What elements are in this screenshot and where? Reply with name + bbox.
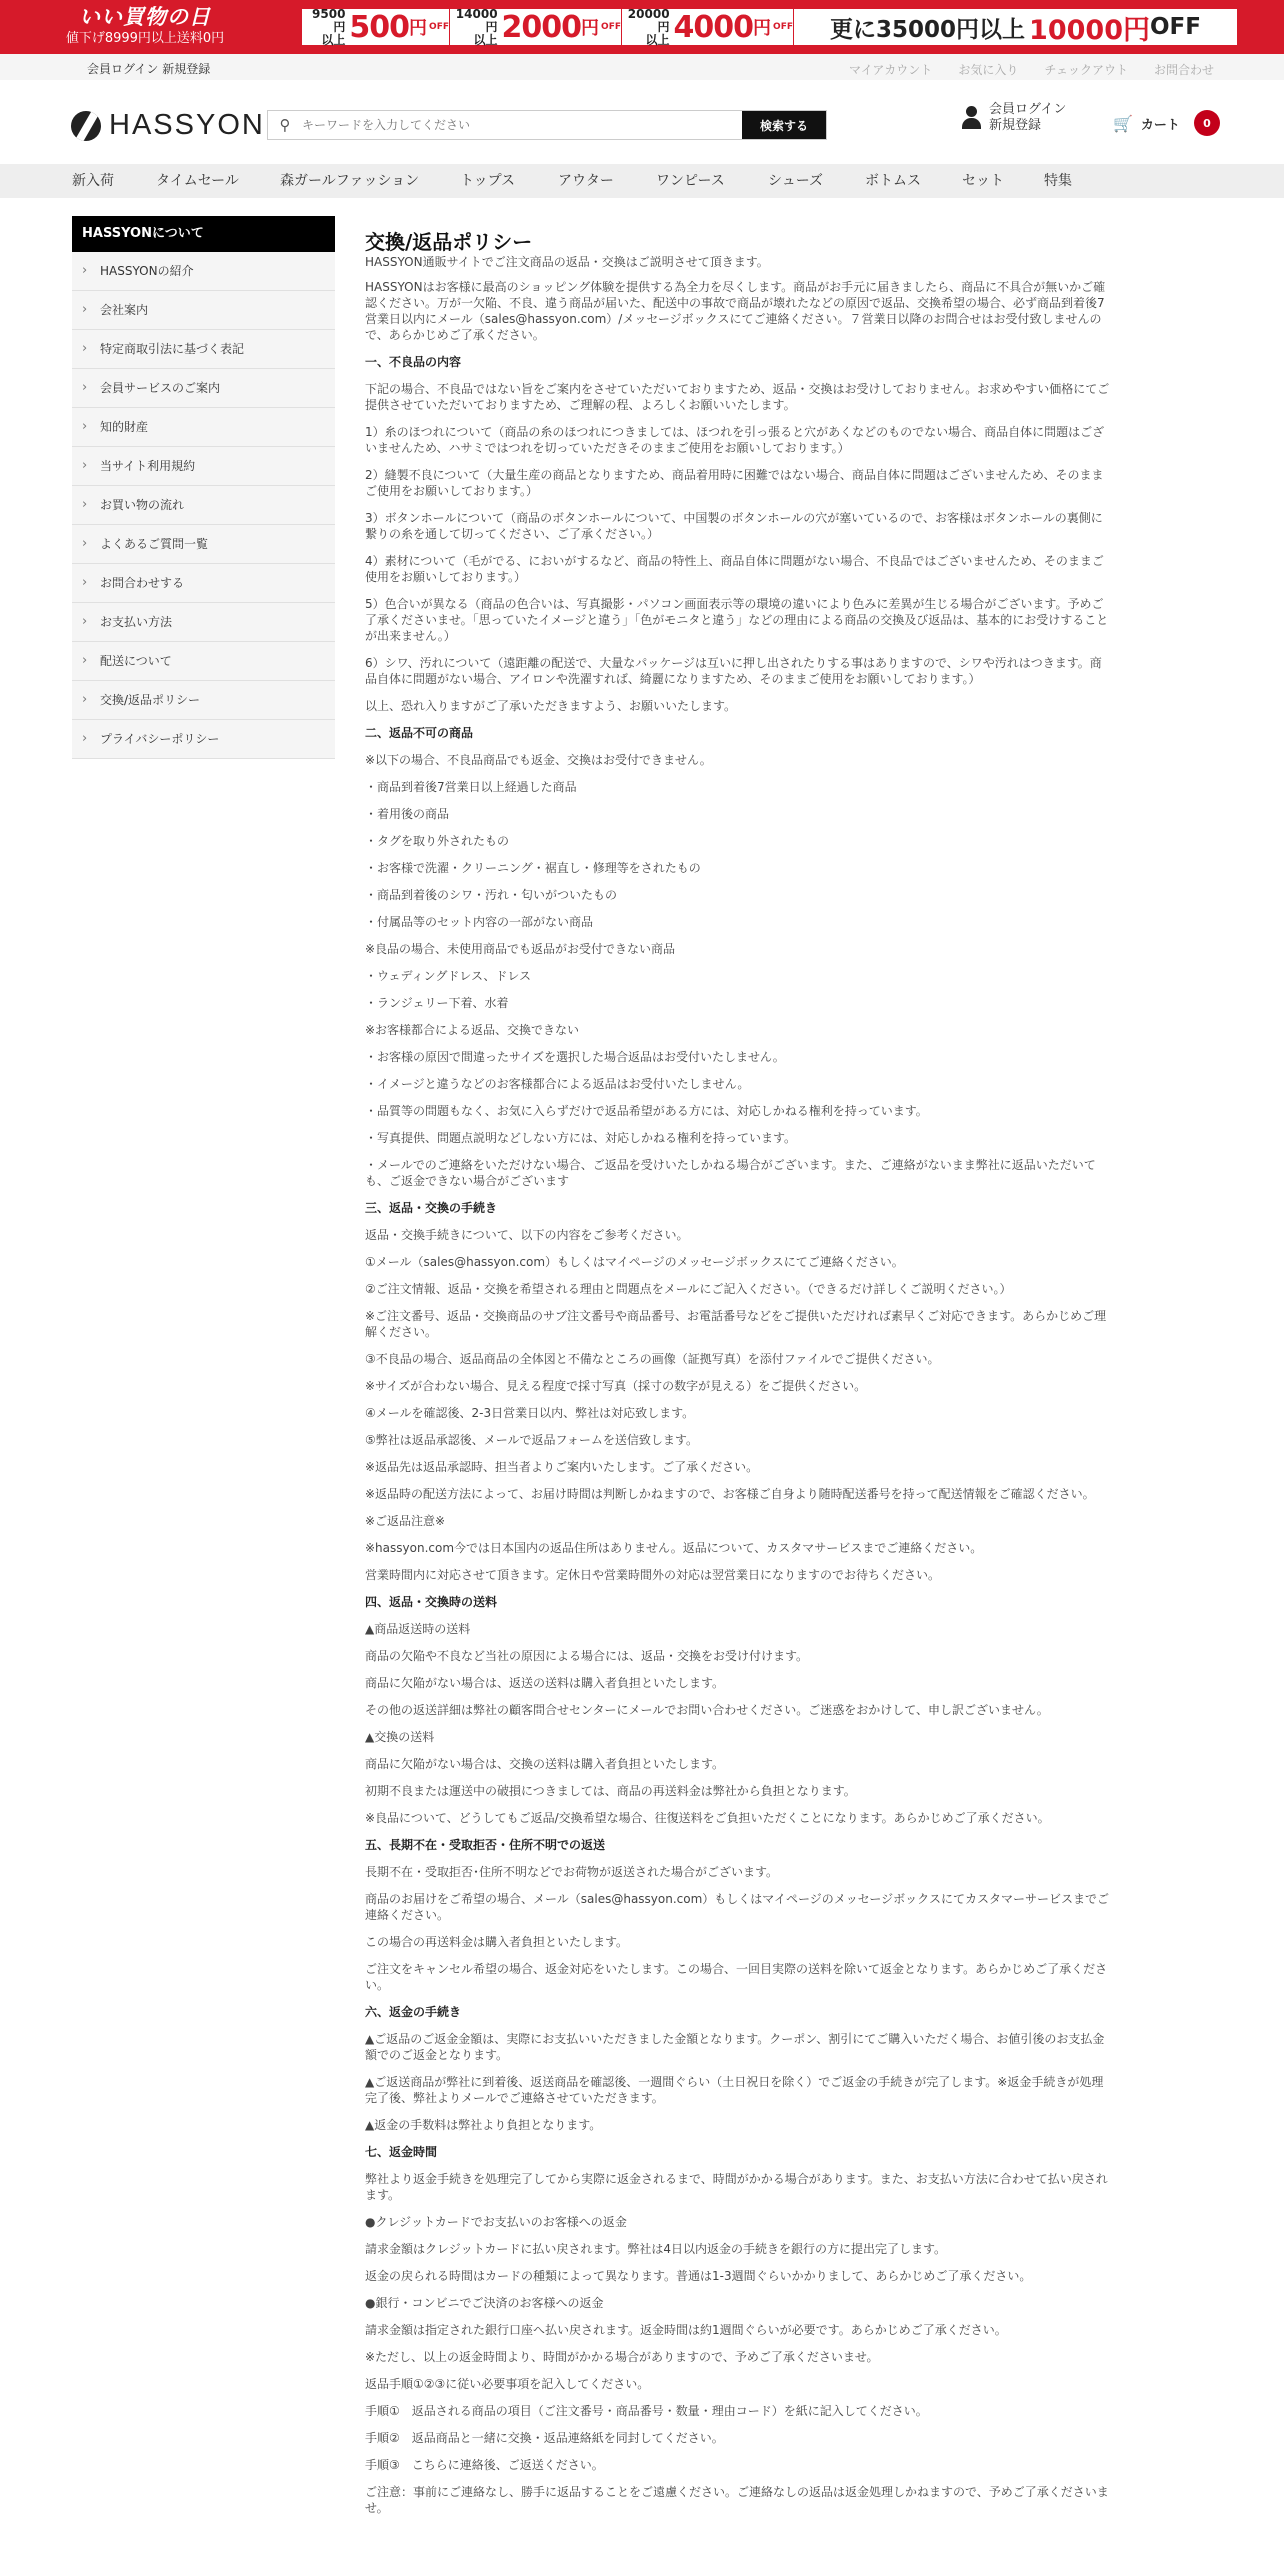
sidebar-item-terms[interactable]: › 当サイト利用規約 [72, 447, 335, 486]
tier-amount: 4000 [673, 9, 754, 45]
policy-paragraph: ●クレジットカードでお支払いのお客様への返金 [365, 2215, 627, 2229]
sidebar-item-faq[interactable]: › よくあるご質問一覧 [72, 525, 335, 564]
policy-paragraph: 商品のお届けをご希望の場合、メール（sales@hassyon.com）もしくはマイページのメッセージボックスにてカスタマーサービスまでご連絡ください。 [365, 1892, 1109, 1922]
sidebar-item-about[interactable]: › HASSYONの紹介 [72, 252, 335, 291]
policy-paragraph: ※hassyon.com今では日本国内の返品住所はありません。返品について、カスタマサービスまでご連絡ください。 [365, 1541, 983, 1555]
policy-paragraph: ▲商品返送時の送料 [365, 1622, 471, 1636]
policy-content [365, 216, 1110, 2527]
section-heading: 四、返品・交換時の送料 [365, 1595, 498, 1609]
promo-subline: 値下げ8999円以上送料0円 [65, 31, 225, 46]
link-contact[interactable]: お問合わせ [1153, 63, 1214, 77]
policy-paragraph: 商品に欠陥がない場合は、交換の送料は購入者負担といたします。 [365, 1757, 725, 1771]
tier-condition: 14000円 [455, 6, 498, 34]
promo-tier [302, 6, 450, 47]
search-icon: ⚲ [279, 116, 291, 134]
cart-link[interactable] [1113, 110, 1220, 136]
main-area [0, 216, 1284, 2527]
sidebar [72, 216, 335, 2527]
sidebar-item-legal-notice[interactable]: › 特定商取引法に基づく表記 [72, 330, 335, 369]
policy-paragraph: 手順③ こちらに連絡後、ご返送ください。 [365, 2458, 604, 2472]
policy-paragraph: 弊社より返金手続きを処理完了してから実際に返金されるまで、時間がかかる場合があります。また、お支払い方法に合わせて払い戻されます。 [365, 2172, 1108, 2202]
policy-paragraph: ●銀行・コンビニでご決済のお客様への返金 [365, 2296, 604, 2310]
policy-paragraph: ・商品到着後のシワ・汚れ・匂いがついたもの [365, 888, 618, 902]
policy-paragraph: 請求金額は指定された銀行口座へ払い戻されます。返金時間は約1週間ぐらいが必要です。あらかじめご了承ください。 [365, 2323, 1007, 2337]
tier-last-amount: 10000円 [1029, 14, 1150, 46]
policy-paragraph: ・ランジェリー下着、水着 [365, 996, 509, 1010]
promo-tier [450, 6, 622, 47]
account-register-label: 新規登録 [989, 118, 1042, 133]
policy-paragraph: ※返品先は返品承認時、担当者よりご案内いたします。ご了承ください。 [365, 1460, 759, 1474]
tier-condition-suffix: 以上 [473, 32, 498, 47]
policy-paragraph: ・タグを取り外されたもの [365, 834, 510, 848]
sidebar-item-return-policy[interactable]: › 交換/返品ポリシー [72, 681, 335, 720]
nav-item-bottoms[interactable]: ボトムス [865, 173, 921, 189]
account-login-label: 会員ログイン [989, 102, 1067, 117]
policy-paragraph: ①メール（sales@hassyon.com）もしくはマイページのメッセージボックスにてご連絡ください。 [365, 1255, 904, 1269]
policy-paragraph: ・お客様の原因で間違ったサイズを選択した場合返品はお受付いたしません。 [365, 1050, 785, 1064]
logo-mark-icon [71, 111, 101, 141]
sidebar-item-intellectual-property[interactable]: › 知的財産 [72, 408, 335, 447]
search-bar [267, 110, 827, 140]
policy-paragraph: 手順② 返品商品と一緒に交換・返品連絡紙を同封してください。 [365, 2431, 724, 2445]
policy-paragraph: 1）糸のほつれについて（商品の糸のほつれにつきましては、ほつれを引っ張ると穴があくなどのものでない場合、商品自体に問題はございませんため、ハサミではつれを切っていただきそのままご使用をお願いしております。） [365, 425, 1105, 455]
policy-paragraph: ▲ご返品のご返金金額は、実際にお支払いいただきました金額となります。クーポン、割引にてご購入いただく場合、お値引後のお支払金額でのご返金となります。 [365, 2032, 1105, 2062]
policy-paragraph: ※以下の場合、不良品商品でも返金、交換はお受付できません。 [365, 753, 712, 767]
policy-paragraph: 6）シワ、汚れについて（遠距離の配送で、大量なパッケージは互いに押し出されたりする事はありますので、シワや汚れはつきます。商品自体に問題がない場合、アイロンや洗濯すれば、綺麗になりますため、そのままご使用をお願いしております。） [365, 656, 1102, 686]
promo-headline: いい買物の日 [79, 5, 211, 29]
policy-paragraph: ※お客様都合による返品、交換できない [365, 1023, 580, 1037]
policy-paragraph: 営業時間内に対応させて頂きます。定休日や営業時間外の対応は翌営業日になりますのでお待ちください。 [365, 1568, 941, 1582]
policy-paragraph: 初期不良または運送中の破損につきましては、商品の再送料金は弊社から負担となります。 [365, 1784, 856, 1798]
logo-text: HASSYON [109, 109, 265, 141]
policy-paragraph: 5）色合いが異なる（商品の色合いは、写真撮影・パソコン画面表示等の環境の違いにより色みに差異が生じる場合がございます。予めご了承くださいませ。「思っていたイメージと違う」「色がモニタと違う」などの理由による商品の交換及び返品は、基本的にお受けすることが出来ません。） [365, 597, 1109, 643]
tier-last-off: OFF [1149, 14, 1201, 40]
policy-paragraph: ④メールを確認後、2-3日営業日以内、弊社は対応致します。 [365, 1406, 695, 1420]
promo-tier [622, 6, 794, 47]
policy-paragraph: ※ご注文番号、返品・交換商品のサブ注文番号や商品番号、お電話番号などをご提供いただければ素早くご対応できます。あらかじめご理解ください。 [365, 1309, 1107, 1339]
policy-paragraph: 2）縫製不良について（大量生産の商品となりますため、商品着用時に困難ではない場合、商品自体に問題はございませんため、そのままご使用をお願いしております。） [365, 468, 1104, 498]
tier-unit: 円 [409, 18, 428, 39]
policy-paragraph: ・写真提供、問題点説明などしない方には、対応しかねる権利を持っています。 [365, 1131, 797, 1145]
policy-paragraph: ・ウェディングドレス、ドレス [365, 969, 531, 983]
tier-off: OFF [429, 22, 449, 32]
policy-body [365, 254, 1110, 2516]
tier-amount: 2000 [501, 9, 582, 45]
policy-paragraph: ※良品について、どうしてもご返品/交換希望な場合、往復送料をご負担いただくことになります。あらかじめご了承ください。 [365, 1811, 1050, 1825]
policy-paragraph: ※サイズが合わない場合、見える程度で採寸写真（採寸の数字が見える）をご提供ください。 [365, 1379, 867, 1393]
tier-condition: 9500円 [312, 6, 346, 34]
tier-off: OFF [601, 22, 621, 32]
cart-count-badge: 0 [1194, 110, 1220, 136]
sidebar-item-company[interactable]: › 会社案内 [72, 291, 335, 330]
link-checkout[interactable]: チェックアウト [1044, 63, 1128, 77]
tier-last-condition: 更に35000円以上 [830, 16, 1026, 43]
policy-paragraph: 以上、恐れ入りますがご了承いただきますよう、お願いいたします。 [365, 699, 737, 713]
policy-paragraph: ・イメージと違うなどのお客様都合による返品はお受付いたしません。 [365, 1077, 750, 1091]
policy-paragraph: 返金の戻られる時間はカードの種類によって異なります。普通は1-3週間ぐらいかかりまして、あらかじめご了承ください。 [365, 2269, 1032, 2283]
tier-condition-suffix: 以上 [321, 32, 346, 47]
cart-icon: 🛒 [1113, 113, 1133, 133]
sidebar-item-shipping[interactable]: › 配送について [72, 642, 335, 681]
sidebar-item-member-service[interactable]: › 会員サービスのご案内 [72, 369, 335, 408]
policy-paragraph: HASSYONはお客様に最高のショッピング体験を提供する為全力を尽くします。商品がお手元に届きましたら、商品に不具合が無いかご確認ください。万が一欠陥、不良、違う商品が届いた、配送中の事故で商品が壊れたなどの原因で返品、交換希望の場合、必ず商品到着後7営業日以内にメール（sales@hassyon.com）/メッセージボックスにてご連絡ください。７営業日以降のお問合せはお受付致しませんので、あらかじめご了承ください。 [365, 280, 1106, 342]
policy-paragraph: ・着用後の商品 [365, 807, 450, 821]
policy-paragraph: ・お客様で洗濯・クリーニング・裾直し・修理等をされたもの [365, 861, 701, 875]
sidebar-item-contact[interactable]: › お問合わせする [72, 564, 335, 603]
policy-paragraph: 返品・交換手続きについて、以下の内容をご参考ください。 [365, 1228, 689, 1242]
policy-paragraph: ▲ご返送商品が弊社に到着後、返送商品を確認後、一週間ぐらい（土日祝日を除く）でご返金の手続きが完了します。※返金手続きが処理完了後、弊社よりメールでご連絡させていただきます。 [365, 2075, 1104, 2105]
policy-paragraph: 手順① 返品される商品の項目（ご注文番号・商品番号・数量・理由コード）を紙に記入してください。 [365, 2404, 928, 2418]
sidebar-item-payment[interactable]: › お支払い方法 [72, 603, 335, 642]
policy-paragraph: ・付属品等のセット内容の一部がない商品 [365, 915, 594, 929]
nav-item-onepiece[interactable]: ワンピース [656, 173, 725, 189]
nav-item-new-arrivals[interactable]: 新入荷 [72, 173, 114, 189]
cart-label: カート [1140, 117, 1180, 133]
policy-paragraph: ②ご注文情報、返品・交換を希望される理由と問題点をメールにご記入ください。（できるだけ詳しくご説明ください。） [365, 1282, 1012, 1296]
policy-paragraph: ▲返金の手数料は弊社より負担となります。 [365, 2118, 602, 2132]
top-utility-bar [0, 54, 1284, 80]
policy-paragraph: 商品に欠陥がない場合は、返送の送料は購入者負担といたします。 [365, 1676, 725, 1690]
section-heading: 五、長期不在・受取拒否・住所不明での返送 [365, 1838, 606, 1852]
policy-paragraph: 長期不在・受取拒否･住所不明などでお荷物が返送された場合がございます。 [365, 1865, 779, 1879]
policy-paragraph: ※ご返品注意※ [365, 1514, 446, 1528]
section-heading: 二、返品不可の商品 [365, 726, 474, 740]
policy-paragraph: ※ただし、以上の返金時間より、時間がかかる場合がありますので、予めご了承くださいませ。 [365, 2350, 879, 2364]
login-register-link[interactable]: 会員ログイン 新規登録 [87, 62, 211, 76]
account-link[interactable] [961, 102, 1066, 134]
link-favorites[interactable]: お気に入り [958, 63, 1019, 77]
category-nav [0, 164, 1284, 198]
policy-paragraph: ご注文をキャンセル希望の場合、返金対応をいたします。この場合、一回目実際の送料を除いて返金となります。あらかじめご了承ください。 [365, 1962, 1108, 1992]
section-heading: 三、返品・交換の手続き [365, 1201, 498, 1215]
sidebar-title: HASSYONについて [72, 216, 335, 252]
policy-paragraph: ・商品到着後7営業日以上経過した商品 [365, 780, 577, 794]
sidebar-item-shopping-flow[interactable]: › お買い物の流れ [72, 486, 335, 525]
tier-amount: 500 [349, 9, 410, 45]
search-input[interactable] [302, 111, 742, 139]
user-icon [961, 106, 983, 130]
page-title: 交換/返品ポリシー [365, 230, 533, 254]
policy-paragraph: HASSYON通販サイトでご注文商品の返品・交換はご説明させて頂きます。 [365, 255, 769, 269]
utility-links [849, 61, 1214, 78]
section-heading: 一、不良品の内容 [365, 355, 462, 369]
policy-paragraph: 4）素材について（毛がでる、においがするなど、商品の特性上、商品自体に問題がない場合、不良品ではございませんため、そのままご使用をお願いしております。） [365, 554, 1104, 584]
promo-headline-block [0, 0, 290, 54]
section-heading: 六、返金の手続き [365, 2005, 462, 2019]
promo-tier-last [794, 9, 1237, 45]
policy-paragraph: 請求金額はクレジットカードに払い戻されます。弊社は4日以内返金の手続きを銀行の方に提出完了します。 [365, 2242, 947, 2256]
promo-banner[interactable] [0, 0, 1284, 54]
policy-paragraph: 3）ボタンホールについて（商品のボタンホールについて、中国製のボタンホールの穴が塞いているので、お客様はボタンホールの裏側に繋りの糸を通して切ってください、ご了承ください。） [365, 511, 1103, 541]
policy-paragraph: ▲交換の送料 [365, 1730, 435, 1744]
policy-paragraph: 返品手順①②③に従い必要事項を記入してください。 [365, 2377, 650, 2391]
policy-paragraph: この場合の再送料金は購入者負担といたします。 [365, 1935, 629, 1949]
tier-condition-suffix: 以上 [645, 32, 670, 47]
policy-paragraph: ③不良品の場合、返品商品の全体図と不備なところの画像（証拠写真）を添付ファイルでご提供ください。 [365, 1352, 940, 1366]
nav-item-feature[interactable]: 特集 [1044, 173, 1072, 189]
nav-item-shoes[interactable]: シューズ [768, 173, 824, 189]
tier-unit: 円 [581, 18, 600, 39]
nav-item-time-sale[interactable]: タイムセール [156, 173, 239, 189]
policy-paragraph: 商品の欠陥や不良など当社の原因による場合には、返品・交換をお受け付けます。 [365, 1649, 809, 1663]
nav-item-mori-girl[interactable]: 森ガールファッション [280, 173, 420, 189]
policy-paragraph: 下記の場合、不良品ではない旨をご案内をさせていただいておりますため、返品・交換はお受けしておりません。お求めやすい価格にてご提供させていただいておりますため、ご理解の程、よろしくお願いいたします。 [365, 382, 1110, 412]
section-heading: 七、返金時間 [365, 2145, 438, 2159]
policy-paragraph: ※良品の場合、未使用商品でも返品がお受付できない商品 [365, 942, 676, 956]
site-logo[interactable] [71, 109, 265, 142]
site-header [0, 80, 1284, 160]
policy-paragraph: ・品質等の問題もなく、お気に入らずだけで返品希望がある方には、対応しかねる権利を持っています。 [365, 1104, 928, 1118]
tier-condition: 20000円 [627, 6, 670, 34]
tier-unit: 円 [753, 18, 772, 39]
policy-paragraph: ・メールでのご連絡をいただけない場合、ご返品を受けいたしかねる場合がございます。また、ご連絡がないまま弊社に返品いただいても、ご返金できない場合がございます [365, 1158, 1096, 1188]
nav-item-outer[interactable]: アウター [558, 173, 614, 189]
sidebar-item-privacy[interactable]: › プライバシーポリシー [72, 720, 335, 759]
tier-off: OFF [773, 22, 793, 32]
policy-paragraph: ご注意：事前にご連絡なし、勝手に返品することをご遠慮ください。ご連絡なしの返品は返金処理しかねますので、予めご了承くださいませ。 [365, 2485, 1109, 2515]
policy-paragraph: その他の返送詳細は弊社の顧客問合せセンターにメールでお問い合わせください。ご迷惑をおかけして、申し訳ございません。 [365, 1703, 1049, 1717]
policy-paragraph: ※返品時の配送方法によって、お届け時間は判断しかねますので、お客様ご自身より随時配送番号を持って配送情報をご確認ください。 [365, 1487, 1095, 1501]
search-button[interactable]: 検索する [742, 111, 826, 139]
nav-item-tops[interactable]: トップス [460, 173, 516, 189]
promo-tiers [302, 6, 1237, 47]
policy-paragraph: ⑤弊社は返品承認後、メールで返品フォームを送信致します。 [365, 1433, 698, 1447]
nav-item-set[interactable]: セット [962, 173, 1004, 189]
link-my-account[interactable]: マイアカウント [849, 63, 933, 77]
